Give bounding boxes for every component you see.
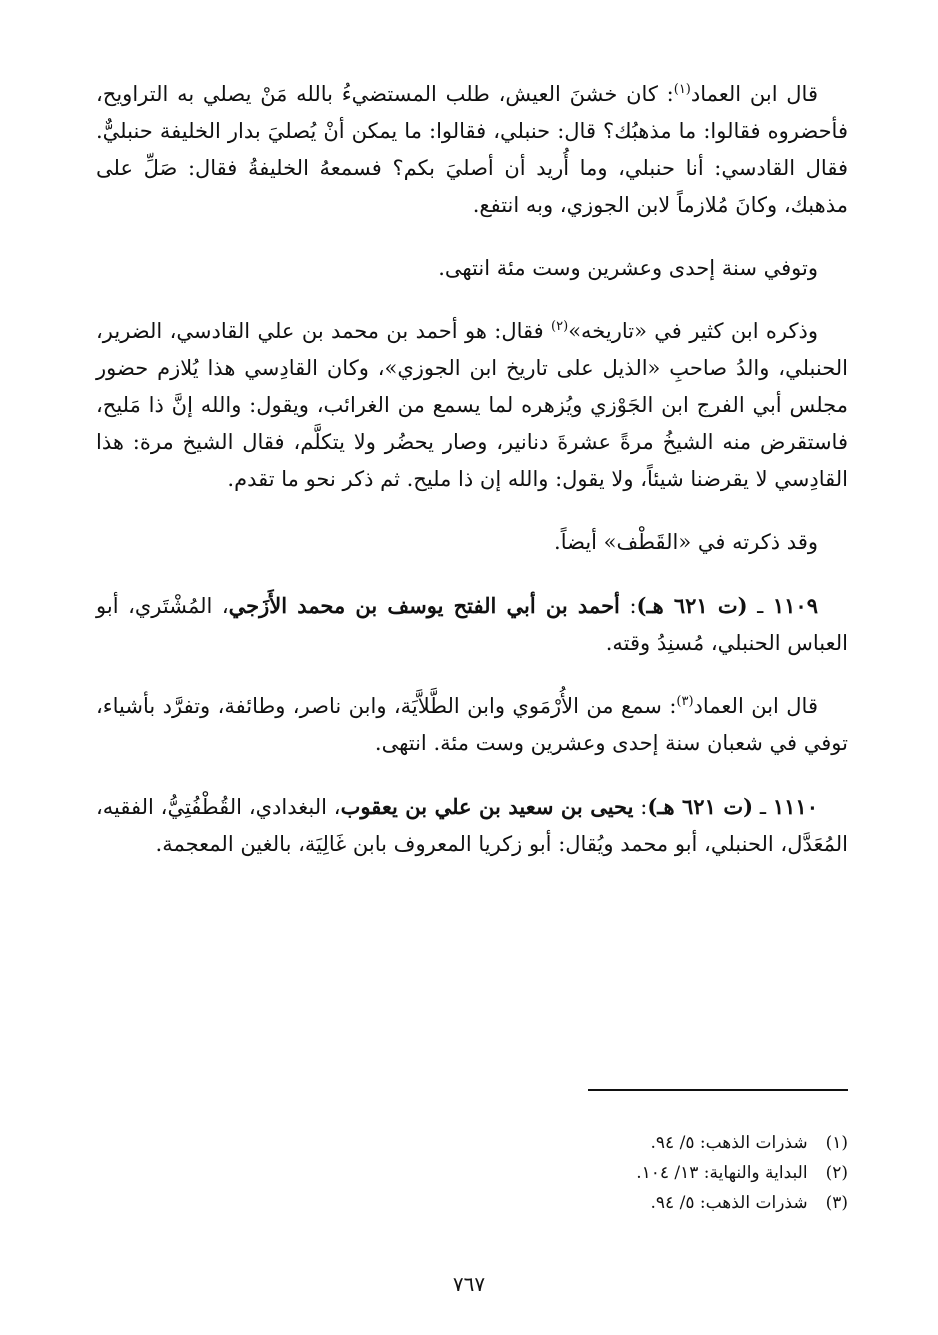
footnote-marker: (٣) [676, 694, 694, 709]
paragraph-ibn-al-imad-1 [96, 76, 848, 224]
footnote-marker: (٣) [825, 1193, 848, 1213]
footnote-marker: (٢) [825, 1163, 848, 1183]
entry-date: (ت ٦٢١ هـ) [636, 593, 748, 618]
footnote-divider [588, 1089, 848, 1091]
paragraph-text: وقد ذكرته في «القَطْف» أيضاً. [554, 530, 818, 554]
paragraph-text: قال ابن العماد [690, 82, 818, 106]
footnote-item [96, 1128, 848, 1158]
paragraph-text: قال ابن العماد [693, 694, 818, 718]
paragraph-text: وذكره ابن كثير في «تاريخه» [568, 319, 818, 343]
footnote-text: البداية والنهاية: ١٣/ ١٠٤. [636, 1163, 808, 1183]
paragraph-death-year [96, 250, 848, 287]
entry-date: (ت ٦٢١ هـ) [647, 794, 754, 819]
footnote-text: شذرات الذهب: ٥/ ٩٤. [650, 1193, 808, 1213]
entry-description: ، البغدادي، القُطْفُتِيُّ، الفقيه، المُعَدَّل، الحنبلي، أبو محمد ويُقال: أبو زكريا المعروف بابن غَالِيَة، بالغين المعجمة. [96, 795, 848, 856]
footnote-text: شذرات الذهب: ٥/ ٩٤. [650, 1133, 808, 1153]
paragraph-text: وتوفي سنة إحدى وعشرين وست مئة انتهى. [438, 256, 818, 280]
paragraph-ibn-kathir [96, 313, 848, 498]
footnotes [96, 1128, 848, 1218]
footnote-marker: (١) [825, 1133, 848, 1153]
main-text [96, 76, 848, 889]
paragraph-text: : كان خشنَ العيش، طلب المستضيءُ بالله مَنْ يصلي به التراويح، فأحضروه فقالوا: ما مذهبُك؟ قال: حنبلي، فقالوا: ما يمكن أنْ يُصليَ بدار الخليفة حنبليٌّ. فقال القادسي: أنا حنبلي، وما أُريد أن أصليَ بكم؟ فسمعهُ الخليفةُ فقال: صَلِّ على مذهبك، وكانَ مُلازماً لابن الجوزي، وبه انتفع. [96, 82, 848, 217]
footnote-marker: (٢) [551, 319, 569, 334]
entry-number: ١١١٠ [772, 794, 818, 819]
entry-name: أحمد بن أبي الفتح يوسف بن محمد الأَزَجي [228, 593, 620, 618]
entry-number: ١١٠٩ [772, 593, 818, 618]
paragraph-text: : سمع من الأُرْمَوي وابن الطَّلاَّيَة، وابن ناصر، وطائفة، وتفرَّد بأشياء، توفي في شعبان سنة إحدى وعشرين وست مئة. انتهى. [96, 694, 848, 755]
entry-1110: ١١١٠ ـ (ت ٦٢١ هـ): يحيى بن سعيد بن علي بن يعقوب، البغدادي، القُطْفُتِيُّ، الفقيه، المُعَدَّل، الحنبلي، أبو محمد ويُقال: أبو زكريا المعروف بابن غَالِيَة، بالغين المعجمة. [96, 794, 848, 856]
entry-description: ، المُشْتَري، أبو العباس الحنبلي، مُسنِدُ وقته. [96, 594, 848, 655]
paragraph-text: فقال: هو أحمد بن محمد بن علي القادسي، الضرير، الحنبلي، والدُ صاحبِ «الذيل على تاريخ ابن الجوزي»، وكان القادِسي هذا يُلازم حضور مجلس أبي الفرج ابن الجَوْزي ويُزهره لما يسمع من الغرائب، ويقول: والله إنَّ ذا مَليح، فاستقرض منه الشيخُ مرةً عشرةَ دنانير، وصار يحضُر ولا يتكلَّم، فقال الشيخ مرة: هذا القادِسي لا يقرضنا شيئاً، ولا يقول: والله إن ذا مليح. ثم ذكر نحو ما تقدم. [96, 319, 848, 491]
entry-name: يحيى بن سعيد بن علي بن يعقوب [340, 794, 634, 819]
footnote-item [96, 1158, 848, 1188]
entry-1109: ١١٠٩ ـ (ت ٦٢١ هـ): أحمد بن أبي الفتح يوسف بن محمد الأَزَجي، المُشْتَري، أبو العباس الحنبلي، مُسنِدُ وقته. [96, 593, 848, 655]
footnote-marker: (١) [673, 82, 691, 97]
paragraph-ibn-al-imad-2 [96, 688, 848, 762]
paragraph-qatf [96, 524, 848, 561]
footnote-item [96, 1188, 848, 1218]
page-number: ٧٦٧ [452, 1272, 486, 1296]
